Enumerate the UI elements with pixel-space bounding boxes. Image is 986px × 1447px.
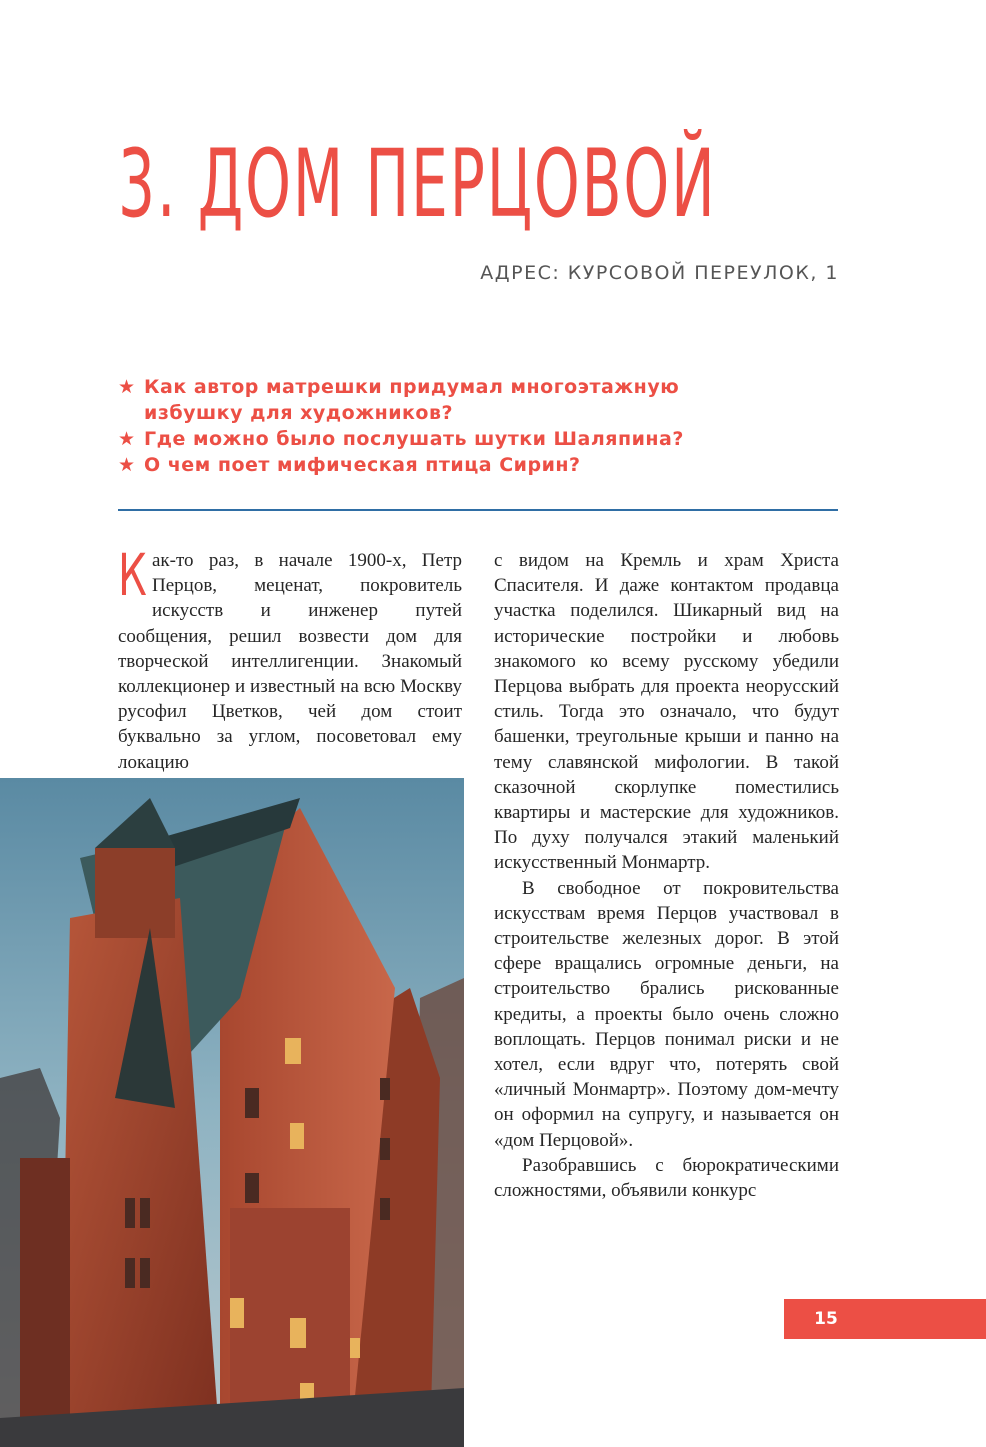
star-icon: ★ — [118, 428, 136, 450]
text-column-right — [494, 548, 839, 1203]
page-title: 3. ДОМ ПЕРЦОВОЙ — [118, 130, 717, 239]
paragraph: В свободное от покровительства искусствам время Перцов участвовал в строительстве железных дорог. В этой сфере вращались огромные деньги, на строительство брались рискованные кредиты, а проекты было очень сложно воплощать. Перцов понимал риски и не хотел, если вдруг что, потерять свой «личный Монмартр». Поэтому дом-мечту он оформил на супругу, и называется он «дом Перцовой». — [494, 877, 839, 1151]
paragraph — [118, 541, 462, 775]
question-text: Где можно было послушать шутки Шаляпина? — [144, 428, 684, 450]
question-list — [118, 374, 838, 478]
page-number: 15 — [814, 1309, 838, 1329]
building-photo — [0, 778, 464, 1447]
paragraph-text: ак-то раз, в начале 1900-х, Петр Перцов, меценат, покровитель искусств и инженер путей сообщения, решил возвести дом для творческой интеллигенции. Знакомый коллекционер и известный на всю Москву русофил Цветков, чей дом стоит буквально за углом, посоветовал ему локацию — [118, 550, 462, 773]
text-column-left — [118, 541, 462, 775]
address-line: АДРЕС: КУРСОВОЙ ПЕРЕУЛОК, 1 — [480, 262, 839, 284]
paragraph: с видом на Кремль и храм Христа Спасителя. И даже контактом продавца участка поделился. Шикарный вид на исторические постройки и любовь знакомого ко всему русскому убедили Перцова выбрать для проекта неорусский стиль. Тогда это означало, что будут башенки, треугольные крыши и панно на тему славянской мифологии. В такой сказочной скорлупке поместились квартиры и мастерские для художников. По духу получался этакий маленький искусственный Монмартр. — [494, 550, 839, 874]
star-icon: ★ — [118, 376, 136, 398]
star-icon: ★ — [118, 454, 136, 476]
question-item — [118, 374, 838, 426]
question-text: О чем поет мифическая птица Сирин? — [144, 454, 581, 476]
drop-cap: К — [118, 541, 147, 609]
question-item — [118, 452, 838, 478]
question-text: Как автор матрешки придумал многоэтажную — [144, 376, 680, 398]
section-divider — [118, 509, 838, 511]
paragraph: Разобравшись с бюрократическими сложностями, объявили конкурс — [494, 1154, 839, 1202]
page-number-tab — [784, 1299, 986, 1339]
question-text: избушку для художников? — [144, 402, 454, 424]
question-item — [118, 426, 838, 452]
